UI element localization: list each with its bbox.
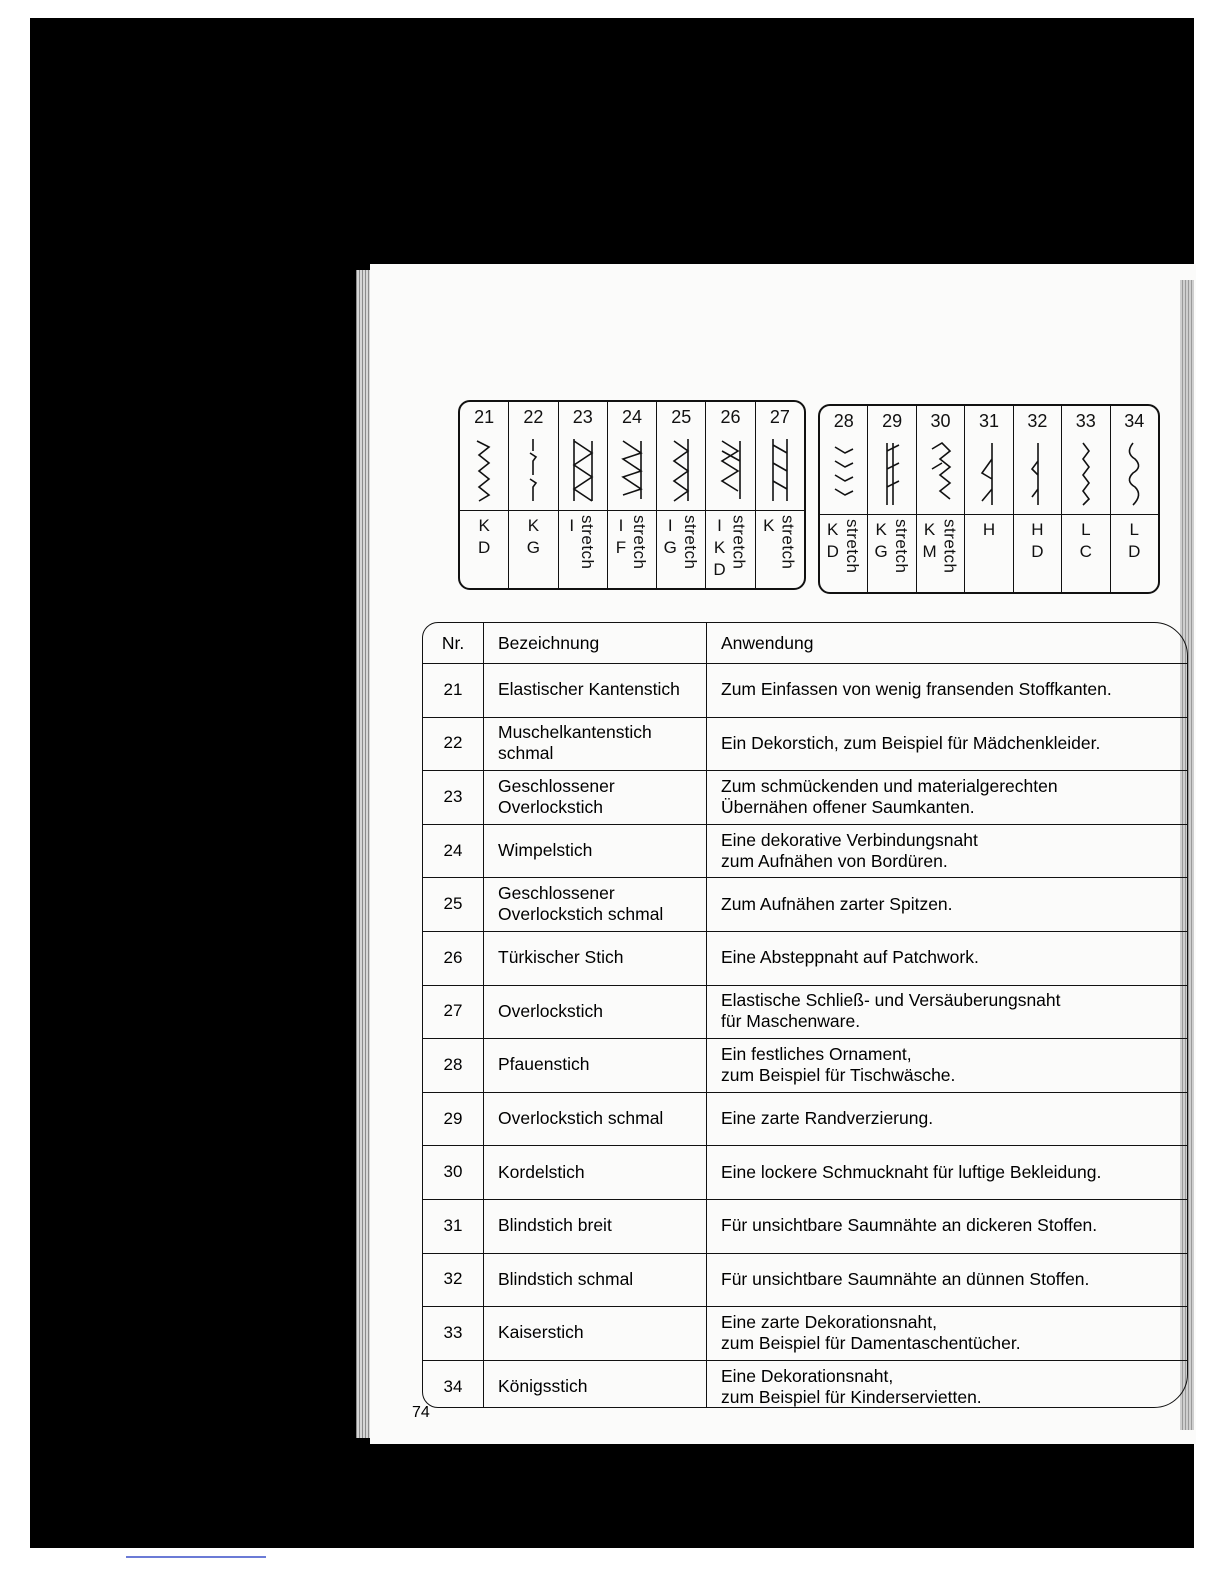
row-nr: 27 bbox=[423, 985, 484, 1039]
pattern-column-34 bbox=[1111, 406, 1158, 592]
row-anwendung: Eine zarte Randverzierung. bbox=[721, 1108, 934, 1129]
pattern-letter: L bbox=[1081, 520, 1091, 539]
pattern-settings bbox=[820, 515, 867, 592]
stretch-label: stretch bbox=[729, 515, 749, 570]
pattern-number: 27 bbox=[769, 407, 790, 427]
blind-stitch-wide-icon bbox=[965, 434, 1012, 515]
pattern-letter: K bbox=[527, 516, 540, 535]
king-stitch-icon bbox=[1111, 434, 1158, 515]
table-row bbox=[423, 1145, 1187, 1200]
closed-overlock-stitch-icon bbox=[559, 430, 607, 511]
row-anwendung: Ein festliches Ornament, zum Beispiel für Tischwäsche. bbox=[721, 1043, 956, 1085]
row-nr: 29 bbox=[423, 1092, 484, 1146]
pattern-settings bbox=[965, 515, 1012, 592]
pattern-letter: I bbox=[618, 516, 624, 535]
pattern-letters bbox=[1031, 519, 1043, 592]
pattern-column-33 bbox=[1062, 406, 1110, 592]
pattern-letter: I bbox=[667, 516, 673, 535]
pattern-column-29 bbox=[868, 406, 916, 592]
row-nr: 32 bbox=[423, 1253, 484, 1307]
pattern-letter: G bbox=[874, 542, 888, 561]
row-bezeichnung: Kordelstich bbox=[484, 1145, 707, 1199]
pattern-letters bbox=[713, 515, 725, 588]
table-row bbox=[423, 1253, 1187, 1308]
row-anwendung: Zum Aufnähen zarter Spitzen. bbox=[721, 893, 953, 914]
pattern-column-32 bbox=[1014, 406, 1062, 592]
pattern-number: 22 bbox=[523, 407, 544, 427]
pattern-letter: G bbox=[526, 538, 541, 557]
row-nr: 31 bbox=[423, 1199, 484, 1253]
pattern-letter: K bbox=[763, 516, 775, 535]
pattern-column-28 bbox=[820, 406, 868, 592]
row-anwendung: Für unsichtbare Saumnähte an dünnen Stoffen. bbox=[721, 1268, 1090, 1289]
cord-stitch-icon bbox=[917, 434, 964, 515]
pattern-letters bbox=[616, 515, 626, 588]
pattern-number: 26 bbox=[720, 407, 741, 427]
pattern-letters bbox=[1080, 519, 1092, 592]
blind-stitch-narrow-icon bbox=[1014, 434, 1061, 515]
row-anwendung: Eine lockere Schmucknaht für luftige Bekleidung. bbox=[721, 1161, 1102, 1182]
pattern-letter: D bbox=[1031, 542, 1044, 561]
pattern-letter: C bbox=[1079, 542, 1092, 561]
table-row bbox=[423, 1092, 1187, 1147]
row-nr: 25 bbox=[423, 877, 484, 931]
stretch-label: stretch bbox=[578, 515, 598, 570]
pattern-column-22 bbox=[509, 402, 558, 588]
header-nr: Nr. bbox=[423, 623, 484, 663]
pattern-column-26 bbox=[706, 402, 755, 588]
pattern-letters bbox=[763, 515, 774, 588]
pattern-column-23 bbox=[559, 402, 608, 588]
stretch-label: stretch bbox=[891, 519, 911, 574]
table-row bbox=[423, 770, 1187, 825]
table-row bbox=[423, 985, 1187, 1040]
pattern-letter: L bbox=[1129, 520, 1139, 539]
header-bezeichnung: Bezeichnung bbox=[484, 623, 707, 663]
peacock-stitch-icon bbox=[820, 434, 867, 515]
row-bezeichnung: Geschlossener Overlockstich schmal bbox=[484, 877, 707, 931]
pattern-letters bbox=[827, 519, 839, 592]
pattern-letters bbox=[983, 519, 995, 592]
table-row bbox=[423, 931, 1187, 986]
pattern-letter: K bbox=[875, 520, 887, 539]
table-header-row bbox=[423, 623, 1187, 664]
pattern-settings bbox=[868, 515, 915, 592]
pattern-letters bbox=[478, 515, 490, 588]
pattern-letters bbox=[1128, 519, 1140, 592]
pattern-number: 25 bbox=[671, 407, 692, 427]
row-nr: 21 bbox=[423, 663, 484, 717]
pattern-number: 30 bbox=[930, 411, 951, 431]
pattern-letter: G bbox=[663, 538, 677, 557]
page-number: 74 bbox=[412, 1404, 430, 1421]
table-row bbox=[423, 824, 1187, 879]
pattern-number: 29 bbox=[882, 411, 903, 431]
row-bezeichnung: Wimpelstich bbox=[484, 824, 707, 878]
stretch-label: stretch bbox=[778, 515, 798, 570]
pattern-settings bbox=[756, 511, 804, 588]
table-row bbox=[423, 1199, 1187, 1254]
pattern-letter: D bbox=[478, 538, 491, 557]
pattern-column-25 bbox=[657, 402, 706, 588]
pattern-letter: F bbox=[615, 538, 627, 557]
row-anwendung: Ein Dekorstich, zum Beispiel für Mädchenkleider. bbox=[721, 732, 1101, 753]
shell-edge-stitch-icon bbox=[509, 430, 557, 511]
stitch-table bbox=[422, 622, 1188, 1408]
pattern-settings bbox=[460, 511, 508, 588]
row-anwendung: Zum Einfassen von wenig fransenden Stoffkanten. bbox=[721, 679, 1112, 700]
pattern-letter: K bbox=[478, 516, 490, 535]
pattern-letters bbox=[922, 519, 936, 592]
stitch-pattern-panel-2 bbox=[818, 404, 1160, 594]
row-nr: 33 bbox=[423, 1306, 484, 1360]
row-nr: 26 bbox=[423, 931, 484, 985]
pattern-number: 32 bbox=[1027, 411, 1048, 431]
row-nr: 23 bbox=[423, 770, 484, 824]
pattern-settings bbox=[917, 515, 964, 592]
overlock-narrow-icon bbox=[868, 434, 915, 515]
pattern-letter: D bbox=[1128, 542, 1141, 561]
pattern-settings bbox=[1111, 515, 1158, 592]
pattern-letter: D bbox=[713, 560, 726, 579]
row-anwendung: Elastische Schließ- und Versäuberungsnaht für Maschenware. bbox=[721, 990, 1061, 1032]
pattern-letter: K bbox=[923, 520, 936, 539]
pattern-number: 33 bbox=[1075, 411, 1096, 431]
pattern-letter: H bbox=[982, 520, 996, 539]
pattern-letter: I bbox=[717, 516, 722, 535]
row-bezeichnung: Kaiserstich bbox=[484, 1306, 707, 1360]
underline-mark bbox=[126, 1556, 266, 1558]
pattern-number: 34 bbox=[1124, 411, 1145, 431]
pattern-number: 23 bbox=[572, 407, 593, 427]
pattern-column-31 bbox=[965, 406, 1013, 592]
pattern-column-27 bbox=[756, 402, 804, 588]
row-nr: 24 bbox=[423, 824, 484, 878]
pattern-settings bbox=[509, 511, 557, 588]
pattern-letter: K bbox=[713, 538, 726, 557]
pattern-number: 28 bbox=[833, 411, 854, 431]
row-anwendung: Zum schmückenden und materialgerechten Übernähen offener Saumkanten. bbox=[721, 775, 1058, 817]
pattern-settings bbox=[1014, 515, 1061, 592]
zigzag-edge-stitch-icon bbox=[460, 430, 508, 511]
row-anwendung: Eine Absteppnaht auf Patchwork. bbox=[721, 947, 979, 968]
table-row bbox=[423, 663, 1187, 718]
row-nr: 28 bbox=[423, 1038, 484, 1092]
pattern-number: 24 bbox=[621, 407, 642, 427]
pattern-letters bbox=[527, 515, 540, 588]
row-bezeichnung: Blindstich schmal bbox=[484, 1253, 707, 1307]
turkish-stitch-icon bbox=[706, 430, 754, 511]
table-row bbox=[423, 1306, 1187, 1361]
row-bezeichnung: Blindstich breit bbox=[484, 1199, 707, 1253]
pattern-letters bbox=[875, 519, 888, 592]
emperor-stitch-icon bbox=[1062, 434, 1109, 515]
table-row bbox=[423, 1038, 1187, 1093]
pattern-letters bbox=[569, 515, 574, 588]
pattern-letter: K bbox=[827, 520, 839, 539]
pattern-number: 21 bbox=[474, 407, 495, 427]
stretch-label: stretch bbox=[940, 519, 960, 574]
pattern-letter: H bbox=[1031, 520, 1044, 539]
row-bezeichnung: Muschelkantenstich schmal bbox=[484, 717, 707, 771]
row-bezeichnung: Pfauenstich bbox=[484, 1038, 707, 1092]
row-anwendung: Eine dekorative Verbindungsnaht zum Aufnähen von Bordüren. bbox=[721, 829, 978, 871]
row-bezeichnung: Türkischer Stich bbox=[484, 931, 707, 985]
stretch-label: stretch bbox=[630, 515, 650, 570]
row-nr: 30 bbox=[423, 1145, 484, 1199]
pattern-letter: M bbox=[922, 542, 937, 561]
table-row bbox=[423, 717, 1187, 772]
stretch-label: stretch bbox=[680, 515, 700, 570]
pattern-column-24 bbox=[608, 402, 657, 588]
pattern-settings bbox=[559, 511, 607, 588]
pattern-column-30 bbox=[917, 406, 965, 592]
pattern-settings bbox=[657, 511, 705, 588]
header-anwendung: Anwendung bbox=[721, 632, 814, 653]
row-nr: 34 bbox=[423, 1360, 484, 1408]
pattern-letter: I bbox=[569, 516, 575, 535]
row-bezeichnung: Overlockstich schmal bbox=[484, 1092, 707, 1146]
row-bezeichnung: Königsstich bbox=[484, 1360, 707, 1408]
closed-overlock-narrow-icon bbox=[657, 430, 705, 511]
table-row bbox=[423, 877, 1187, 932]
row-anwendung: Eine Dekorationsnaht, zum Beispiel für Kinderservietten. bbox=[721, 1365, 982, 1407]
table-row bbox=[423, 1360, 1187, 1408]
pattern-number: 31 bbox=[978, 411, 999, 431]
overlock-stitch-icon bbox=[756, 430, 804, 511]
row-bezeichnung: Elastischer Kantenstich bbox=[484, 663, 707, 717]
row-anwendung: Eine zarte Dekorationsnaht, zum Beispiel für Damentaschentücher. bbox=[721, 1311, 1021, 1353]
pennant-stitch-icon bbox=[608, 430, 656, 511]
pattern-letters bbox=[664, 515, 677, 588]
row-anwendung: Für unsichtbare Saumnähte an dickeren Stoffen. bbox=[721, 1215, 1098, 1236]
row-bezeichnung: Overlockstich bbox=[484, 985, 707, 1039]
pattern-letter: D bbox=[826, 542, 839, 561]
pattern-settings bbox=[706, 511, 754, 588]
pattern-column-21 bbox=[460, 402, 509, 588]
row-bezeichnung: Geschlossener Overlockstich bbox=[484, 770, 707, 824]
row-nr: 22 bbox=[423, 717, 484, 771]
pattern-settings bbox=[1062, 515, 1109, 592]
stitch-pattern-panel-1 bbox=[458, 400, 806, 590]
stretch-label: stretch bbox=[842, 519, 862, 574]
pattern-settings bbox=[608, 511, 656, 588]
